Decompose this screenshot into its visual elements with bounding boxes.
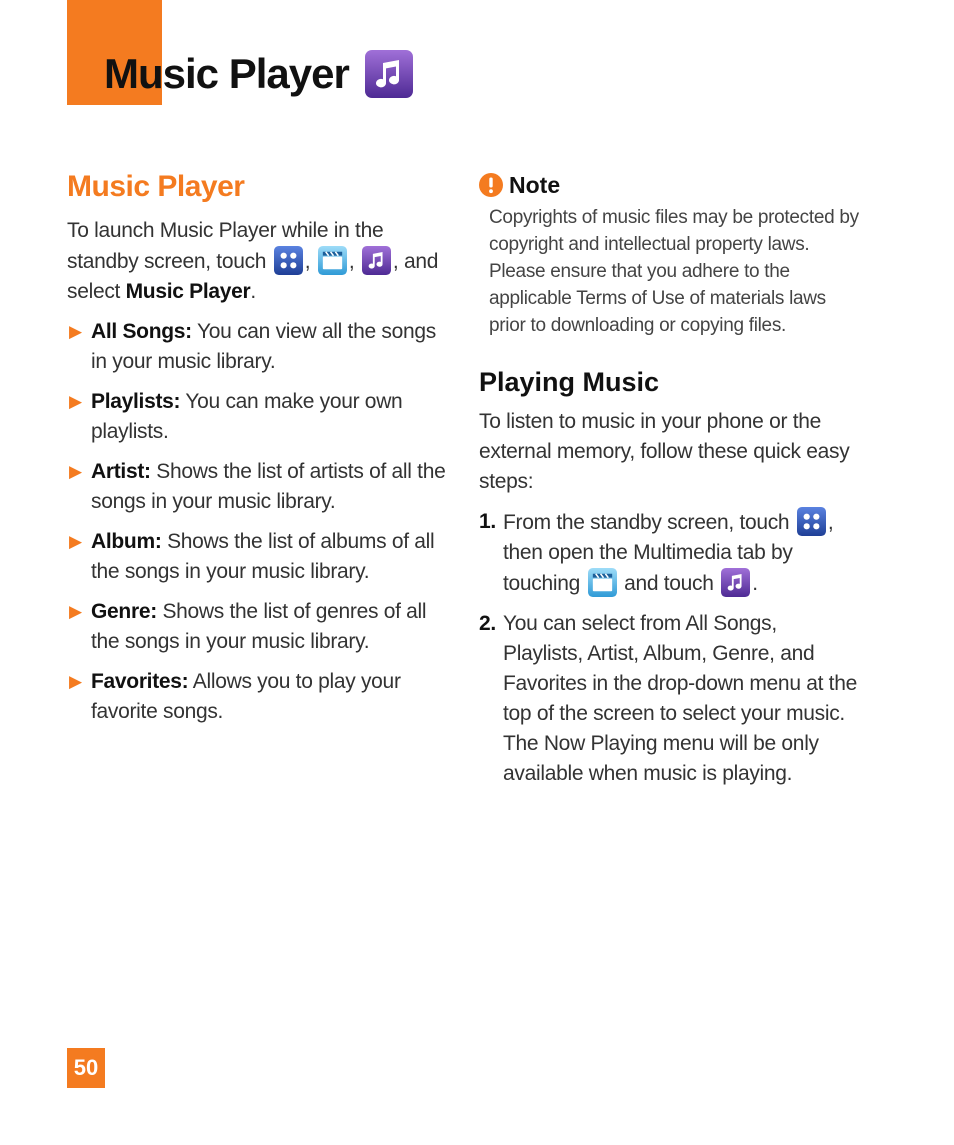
arrow-right-icon: ▶ bbox=[69, 392, 82, 411]
music-note-icon bbox=[362, 246, 391, 275]
item-term: Playlists: bbox=[91, 390, 181, 413]
list-item bbox=[67, 387, 452, 447]
note-title: Note bbox=[509, 172, 561, 198]
applications-icon bbox=[797, 507, 826, 536]
arrow-right-icon: ▶ bbox=[69, 462, 82, 481]
separator: , bbox=[304, 250, 311, 273]
applications-icon bbox=[274, 246, 303, 275]
intro-text-after: , and select bbox=[67, 250, 439, 303]
item-term: Favorites: bbox=[91, 670, 189, 693]
arrow-right-icon: ▶ bbox=[69, 602, 82, 621]
item-desc: You can view all the songs in your music library. bbox=[91, 320, 436, 373]
step-text: From the standby screen, touch bbox=[503, 511, 790, 534]
step-text: and touch bbox=[624, 572, 714, 595]
left-column bbox=[67, 168, 452, 737]
arrow-right-icon: ▶ bbox=[69, 322, 82, 341]
list-item bbox=[67, 527, 452, 587]
sentence-end: . bbox=[250, 280, 256, 303]
list-item bbox=[67, 457, 452, 517]
page-title bbox=[104, 48, 413, 100]
step-text: You can select from All Songs, Playlists, Artist, Album, Genre, and Favorites in the drop-down menu at the top of the screen to select your music. The Now Playing menu will be only available when music is playing. bbox=[503, 612, 857, 785]
separator: , bbox=[348, 250, 355, 273]
list-item bbox=[67, 597, 452, 657]
item-term: All Songs: bbox=[91, 320, 192, 343]
playing-music-intro: To listen to music in your phone or the external memory, follow these quick easy steps: bbox=[479, 410, 850, 493]
step-item bbox=[479, 507, 859, 599]
item-term: Album: bbox=[91, 530, 162, 553]
music-note-icon bbox=[365, 50, 413, 98]
launch-instructions bbox=[67, 216, 452, 307]
music-note-icon bbox=[721, 568, 750, 597]
item-desc: Allows you to play your favorite songs. bbox=[91, 670, 401, 723]
item-desc: Shows the list of albums of all the songs in your music library. bbox=[91, 530, 435, 583]
list-item bbox=[67, 667, 452, 727]
warning-icon bbox=[479, 173, 503, 197]
steps-list bbox=[479, 507, 859, 789]
note-heading bbox=[479, 170, 859, 200]
music-player-label: Music Player bbox=[125, 280, 251, 303]
step-text: , then open the Multimedia tab by touching bbox=[503, 511, 834, 595]
step-number: 2. bbox=[479, 612, 496, 635]
list-item bbox=[67, 317, 452, 377]
page-title-text: Music Player bbox=[104, 50, 349, 97]
item-term: Genre: bbox=[91, 600, 157, 623]
step-number: 1. bbox=[479, 510, 496, 533]
multimedia-icon bbox=[588, 568, 617, 597]
arrow-right-icon: ▶ bbox=[69, 532, 82, 551]
note-text: Copyrights of music files may be protected by copyright and intellectual property laws. Please ensure that you adhere to the applicable Terms of Use of materials laws prior to downloading or copying files. bbox=[489, 207, 859, 336]
category-list bbox=[67, 317, 452, 727]
item-desc: You can make your own playlists. bbox=[91, 390, 403, 443]
section-heading-music-player: Music Player bbox=[67, 170, 245, 203]
step-item bbox=[479, 609, 859, 789]
step-text: . bbox=[752, 572, 758, 595]
intro-text: To launch Music Player while in the standby screen, touch bbox=[67, 219, 384, 273]
item-desc: Shows the list of artists of all the songs in your music library. bbox=[91, 460, 446, 513]
item-term: Artist: bbox=[91, 460, 151, 483]
page-number: 50 bbox=[67, 1048, 105, 1088]
section-heading-playing-music: Playing Music bbox=[479, 367, 660, 397]
arrow-right-icon: ▶ bbox=[69, 672, 82, 691]
multimedia-icon bbox=[318, 246, 347, 275]
item-desc: Shows the list of genres of all the songs in your music library. bbox=[91, 600, 427, 653]
right-column bbox=[479, 170, 859, 799]
